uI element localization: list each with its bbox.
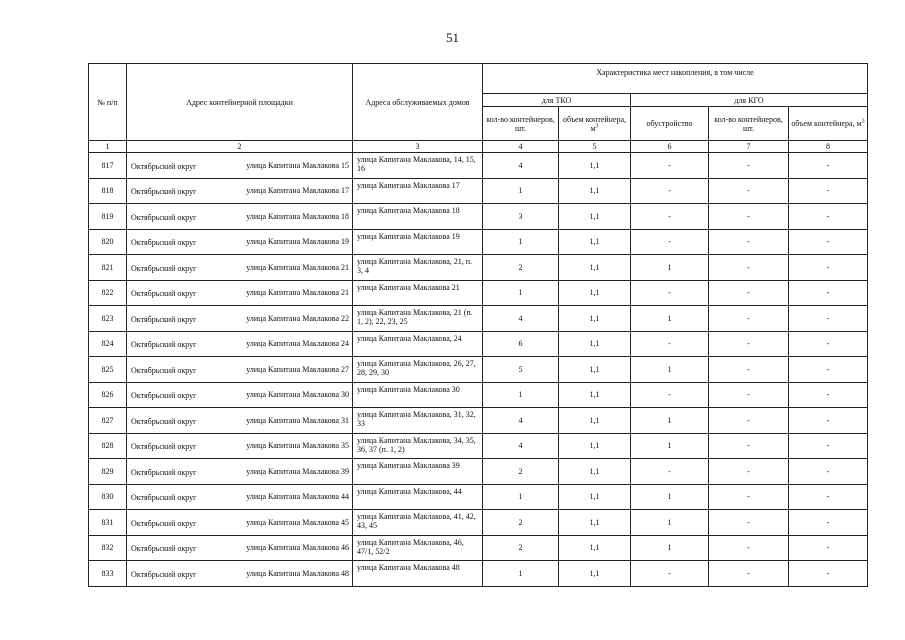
- served-houses: улица Капитана Маклакова 39: [353, 459, 483, 485]
- row-number: 818: [89, 178, 127, 204]
- tko-container-volume: 1,1: [559, 535, 631, 561]
- container-address: [127, 389, 352, 400]
- tko-container-volume: 1,1: [559, 331, 631, 357]
- row-number: 830: [89, 484, 127, 510]
- table-row: [89, 561, 868, 587]
- served-houses: улица Капитана Маклакова, 34, 35, 36, 37 (п. 1, 2): [353, 433, 483, 459]
- tko-container-count: 4: [483, 306, 559, 332]
- header-characteristics: Характеристика мест накопления, в том числе: [483, 64, 868, 94]
- served-houses: улица Капитана Маклакова 18: [353, 204, 483, 230]
- container-address: [127, 262, 352, 273]
- kgo-container-count: -: [709, 255, 789, 281]
- kgo-container-count: -: [709, 459, 789, 485]
- district-name: Октябрьский округ: [131, 416, 197, 426]
- kgo-container-count: -: [709, 433, 789, 459]
- kgo-container-count: -: [709, 357, 789, 383]
- served-houses: улица Капитана Маклакова 19: [353, 229, 483, 255]
- container-address: [127, 160, 352, 171]
- street-address: улица Капитана Маклакова 21: [246, 262, 349, 272]
- column-number: 3: [353, 141, 483, 153]
- container-address-cell: [127, 153, 353, 179]
- tko-container-count: 1: [483, 178, 559, 204]
- header-group-kgo: для КГО: [631, 94, 868, 107]
- tko-container-count: 2: [483, 510, 559, 536]
- row-number: 827: [89, 408, 127, 434]
- column-number: 4: [483, 141, 559, 153]
- header-tko-volume: [559, 107, 631, 141]
- served-houses: улица Капитана Маклакова, 14, 15, 16: [353, 153, 483, 179]
- kgo-container-volume: -: [789, 510, 868, 536]
- header-tko-count: кол-во контейнеров, шт.: [483, 107, 559, 141]
- table-row: [89, 535, 868, 561]
- kgo-container-volume: -: [789, 255, 868, 281]
- street-address: улица Капитана Маклакова 31: [246, 415, 349, 425]
- table-row: [89, 484, 868, 510]
- street-address: улица Капитана Маклакова 35: [246, 441, 349, 451]
- kgo-facility: -: [631, 178, 709, 204]
- served-houses: улица Капитана Маклакова, 46, 47/1, 52/2: [353, 535, 483, 561]
- container-sites-table: [88, 63, 868, 587]
- kgo-facility: 1: [631, 357, 709, 383]
- header-row-number: № п/п: [89, 64, 127, 141]
- kgo-facility: -: [631, 331, 709, 357]
- container-address: [127, 338, 352, 349]
- container-address-cell: [127, 510, 353, 536]
- tko-container-count: 2: [483, 535, 559, 561]
- street-address: улица Капитана Маклакова 48: [246, 568, 349, 578]
- table-row: [89, 280, 868, 306]
- column-number: 2: [127, 141, 353, 153]
- served-houses: улица Капитана Маклакова 30: [353, 382, 483, 408]
- served-houses: улица Капитана Маклакова, 41, 42, 43, 45: [353, 510, 483, 536]
- kgo-container-count: -: [709, 561, 789, 587]
- container-address: [127, 415, 352, 426]
- kgo-facility: 1: [631, 255, 709, 281]
- tko-container-volume: 1,1: [559, 484, 631, 510]
- kgo-facility: 1: [631, 484, 709, 510]
- kgo-container-volume: -: [789, 280, 868, 306]
- column-number: 8: [789, 141, 868, 153]
- container-address-cell: [127, 357, 353, 383]
- tko-container-count: 3: [483, 204, 559, 230]
- table-row: [89, 331, 868, 357]
- row-number: 832: [89, 535, 127, 561]
- kgo-container-volume: -: [789, 204, 868, 230]
- volume-unit-superscript: 3: [595, 122, 599, 129]
- kgo-facility: -: [631, 280, 709, 306]
- column-number: 6: [631, 141, 709, 153]
- street-address: улица Капитана Маклакова 17: [246, 186, 349, 196]
- served-houses: улица Капитана Маклакова 21: [353, 280, 483, 306]
- header-kgo-count: кол-во контейнеров, шт.: [709, 107, 789, 141]
- kgo-facility: -: [631, 229, 709, 255]
- page-number: 51: [446, 30, 459, 45]
- row-number: 826: [89, 382, 127, 408]
- tko-container-volume: 1,1: [559, 433, 631, 459]
- kgo-container-count: -: [709, 153, 789, 179]
- kgo-container-volume: -: [789, 153, 868, 179]
- kgo-facility: -: [631, 561, 709, 587]
- header-group-tko: для ТКО: [483, 94, 631, 107]
- tko-container-volume: 1,1: [559, 408, 631, 434]
- container-address-cell: [127, 484, 353, 510]
- table-row: [89, 178, 868, 204]
- tko-container-volume: 1,1: [559, 306, 631, 332]
- kgo-container-volume: -: [789, 561, 868, 587]
- tko-container-count: 5: [483, 357, 559, 383]
- tko-container-volume: 1,1: [559, 357, 631, 383]
- row-number: 822: [89, 280, 127, 306]
- tko-container-count: 4: [483, 433, 559, 459]
- street-address: улица Капитана Маклакова 15: [246, 160, 349, 170]
- column-number: 7: [709, 141, 789, 153]
- street-address: улица Капитана Маклакова 44: [246, 492, 349, 502]
- kgo-container-volume: -: [789, 178, 868, 204]
- served-houses: улица Капитана Маклакова 17: [353, 178, 483, 204]
- kgo-container-count: -: [709, 535, 789, 561]
- district-name: Октябрьский округ: [131, 161, 197, 171]
- district-name: Октябрьский округ: [131, 518, 197, 528]
- kgo-container-count: -: [709, 229, 789, 255]
- container-address: [127, 211, 352, 222]
- served-houses: улица Капитана Маклакова, 26, 27, 28, 29, 30: [353, 357, 483, 383]
- kgo-container-volume: -: [789, 484, 868, 510]
- row-number: 833: [89, 561, 127, 587]
- tko-container-volume: 1,1: [559, 561, 631, 587]
- served-houses: улица Капитана Маклакова, 21 (п. 1, 2), 22, 23, 25: [353, 306, 483, 332]
- tko-container-volume: 1,1: [559, 229, 631, 255]
- table-row: [89, 382, 868, 408]
- street-address: улица Капитана Маклакова 27: [246, 364, 349, 374]
- table-row: [89, 153, 868, 179]
- table-row: [89, 459, 868, 485]
- tko-container-volume: 1,1: [559, 178, 631, 204]
- container-address-cell: [127, 331, 353, 357]
- kgo-container-volume: -: [789, 433, 868, 459]
- street-address: улица Капитана Маклакова 46: [246, 543, 349, 553]
- container-address-cell: [127, 382, 353, 408]
- row-number: 831: [89, 510, 127, 536]
- served-houses: улица Капитана Маклакова, 44: [353, 484, 483, 510]
- table-row: [89, 357, 868, 383]
- served-houses: улица Капитана Маклакова 48: [353, 561, 483, 587]
- row-number: 819: [89, 204, 127, 230]
- tko-container-count: 1: [483, 280, 559, 306]
- district-name: Октябрьский округ: [131, 391, 197, 401]
- header-served-houses: Адреса обслуживаемых домов: [353, 64, 483, 141]
- row-number: 821: [89, 255, 127, 281]
- district-name: Октябрьский округ: [131, 314, 197, 324]
- street-address: улица Капитана Маклакова 22: [246, 313, 349, 323]
- kgo-container-count: -: [709, 510, 789, 536]
- kgo-container-volume: -: [789, 535, 868, 561]
- tko-container-count: 1: [483, 229, 559, 255]
- row-number: 820: [89, 229, 127, 255]
- container-address-cell: [127, 229, 353, 255]
- header-kgo-volume: [789, 107, 868, 141]
- tko-container-volume: 1,1: [559, 280, 631, 306]
- district-name: Октябрьский округ: [131, 238, 197, 248]
- kgo-container-volume: -: [789, 357, 868, 383]
- container-address: [127, 236, 352, 247]
- row-number: 825: [89, 357, 127, 383]
- volume-unit-superscript: 3: [861, 118, 865, 125]
- tko-container-count: 1: [483, 561, 559, 587]
- column-number: 5: [559, 141, 631, 153]
- column-number: 1: [89, 141, 127, 153]
- container-address: [127, 491, 352, 502]
- kgo-container-volume: -: [789, 408, 868, 434]
- district-name: Октябрьский округ: [131, 467, 197, 477]
- container-address-cell: [127, 204, 353, 230]
- kgo-container-count: -: [709, 178, 789, 204]
- container-address: [127, 364, 352, 375]
- column-number-row: [89, 141, 868, 153]
- tko-container-count: 4: [483, 408, 559, 434]
- container-address: [127, 517, 352, 528]
- kgo-container-count: -: [709, 331, 789, 357]
- kgo-container-count: -: [709, 382, 789, 408]
- kgo-facility: 1: [631, 433, 709, 459]
- tko-container-count: 6: [483, 331, 559, 357]
- district-name: Октябрьский округ: [131, 289, 197, 299]
- tko-container-count: 2: [483, 459, 559, 485]
- container-address: [127, 542, 352, 553]
- tko-container-count: 2: [483, 255, 559, 281]
- kgo-container-count: -: [709, 484, 789, 510]
- tko-container-count: 1: [483, 382, 559, 408]
- container-address: [127, 466, 352, 477]
- kgo-container-volume: -: [789, 306, 868, 332]
- street-address: улица Капитана Маклакова 30: [246, 390, 349, 400]
- kgo-container-volume: -: [789, 229, 868, 255]
- tko-container-count: 4: [483, 153, 559, 179]
- street-address: улица Капитана Маклакова 45: [246, 517, 349, 527]
- district-name: Октябрьский округ: [131, 263, 197, 273]
- tko-container-volume: 1,1: [559, 255, 631, 281]
- header-container-address: Адрес контейнерной площадки: [127, 64, 353, 141]
- kgo-facility: 1: [631, 306, 709, 332]
- served-houses: улица Капитана Маклакова, 31, 32, 33: [353, 408, 483, 434]
- kgo-facility: -: [631, 204, 709, 230]
- container-address-cell: [127, 535, 353, 561]
- tko-container-volume: 1,1: [559, 153, 631, 179]
- container-address-cell: [127, 408, 353, 434]
- container-address: [127, 568, 352, 579]
- district-name: Октябрьский округ: [131, 340, 197, 350]
- row-number: 824: [89, 331, 127, 357]
- row-number: 817: [89, 153, 127, 179]
- container-address-cell: [127, 459, 353, 485]
- district-name: Октябрьский округ: [131, 212, 197, 222]
- header-tko-volume-label: объем контейнера, м: [562, 114, 627, 133]
- table-row: [89, 306, 868, 332]
- header-kgo-volume-label: объем контейнера, м: [791, 119, 862, 128]
- street-address: улица Капитана Маклакова 18: [246, 211, 349, 221]
- district-name: Октябрьский округ: [131, 442, 197, 452]
- container-address-cell: [127, 433, 353, 459]
- street-address: улица Капитана Маклакова 24: [246, 339, 349, 349]
- kgo-container-count: -: [709, 408, 789, 434]
- container-address: [127, 440, 352, 451]
- table-row: [89, 433, 868, 459]
- container-address-cell: [127, 306, 353, 332]
- tko-container-volume: 1,1: [559, 510, 631, 536]
- container-address: [127, 185, 352, 196]
- kgo-facility: 1: [631, 408, 709, 434]
- kgo-container-volume: -: [789, 382, 868, 408]
- container-address-cell: [127, 178, 353, 204]
- table-row: [89, 229, 868, 255]
- tko-container-count: 1: [483, 484, 559, 510]
- kgo-facility: -: [631, 382, 709, 408]
- district-name: Октябрьский округ: [131, 493, 197, 503]
- kgo-container-count: -: [709, 306, 789, 332]
- district-name: Октябрьский округ: [131, 544, 197, 554]
- row-number: 823: [89, 306, 127, 332]
- served-houses: улица Капитана Маклакова, 21, п. 3, 4: [353, 255, 483, 281]
- served-houses: улица Капитана Маклакова, 24: [353, 331, 483, 357]
- kgo-container-volume: -: [789, 459, 868, 485]
- row-number: 828: [89, 433, 127, 459]
- table-row: [89, 204, 868, 230]
- container-address-cell: [127, 255, 353, 281]
- tko-container-volume: 1,1: [559, 204, 631, 230]
- tko-container-volume: 1,1: [559, 459, 631, 485]
- tko-container-volume: 1,1: [559, 382, 631, 408]
- table-row: [89, 510, 868, 536]
- table-row: [89, 408, 868, 434]
- district-name: Октябрьский округ: [131, 187, 197, 197]
- district-name: Октябрьский округ: [131, 365, 197, 375]
- district-name: Октябрьский округ: [131, 569, 197, 579]
- container-address-cell: [127, 561, 353, 587]
- street-address: улица Капитана Маклакова 39: [246, 466, 349, 476]
- container-address: [127, 313, 352, 324]
- kgo-container-volume: -: [789, 331, 868, 357]
- kgo-container-count: -: [709, 280, 789, 306]
- table-row: [89, 255, 868, 281]
- street-address: улица Капитана Маклакова 19: [246, 237, 349, 247]
- container-address: [127, 287, 352, 298]
- row-number: 829: [89, 459, 127, 485]
- kgo-container-count: -: [709, 204, 789, 230]
- kgo-facility: -: [631, 153, 709, 179]
- street-address: улица Капитана Маклакова 21: [246, 288, 349, 298]
- kgo-facility: 1: [631, 510, 709, 536]
- kgo-facility: 1: [631, 535, 709, 561]
- container-address-cell: [127, 280, 353, 306]
- header-kgo-facility: обустройство: [631, 107, 709, 141]
- kgo-facility: -: [631, 459, 709, 485]
